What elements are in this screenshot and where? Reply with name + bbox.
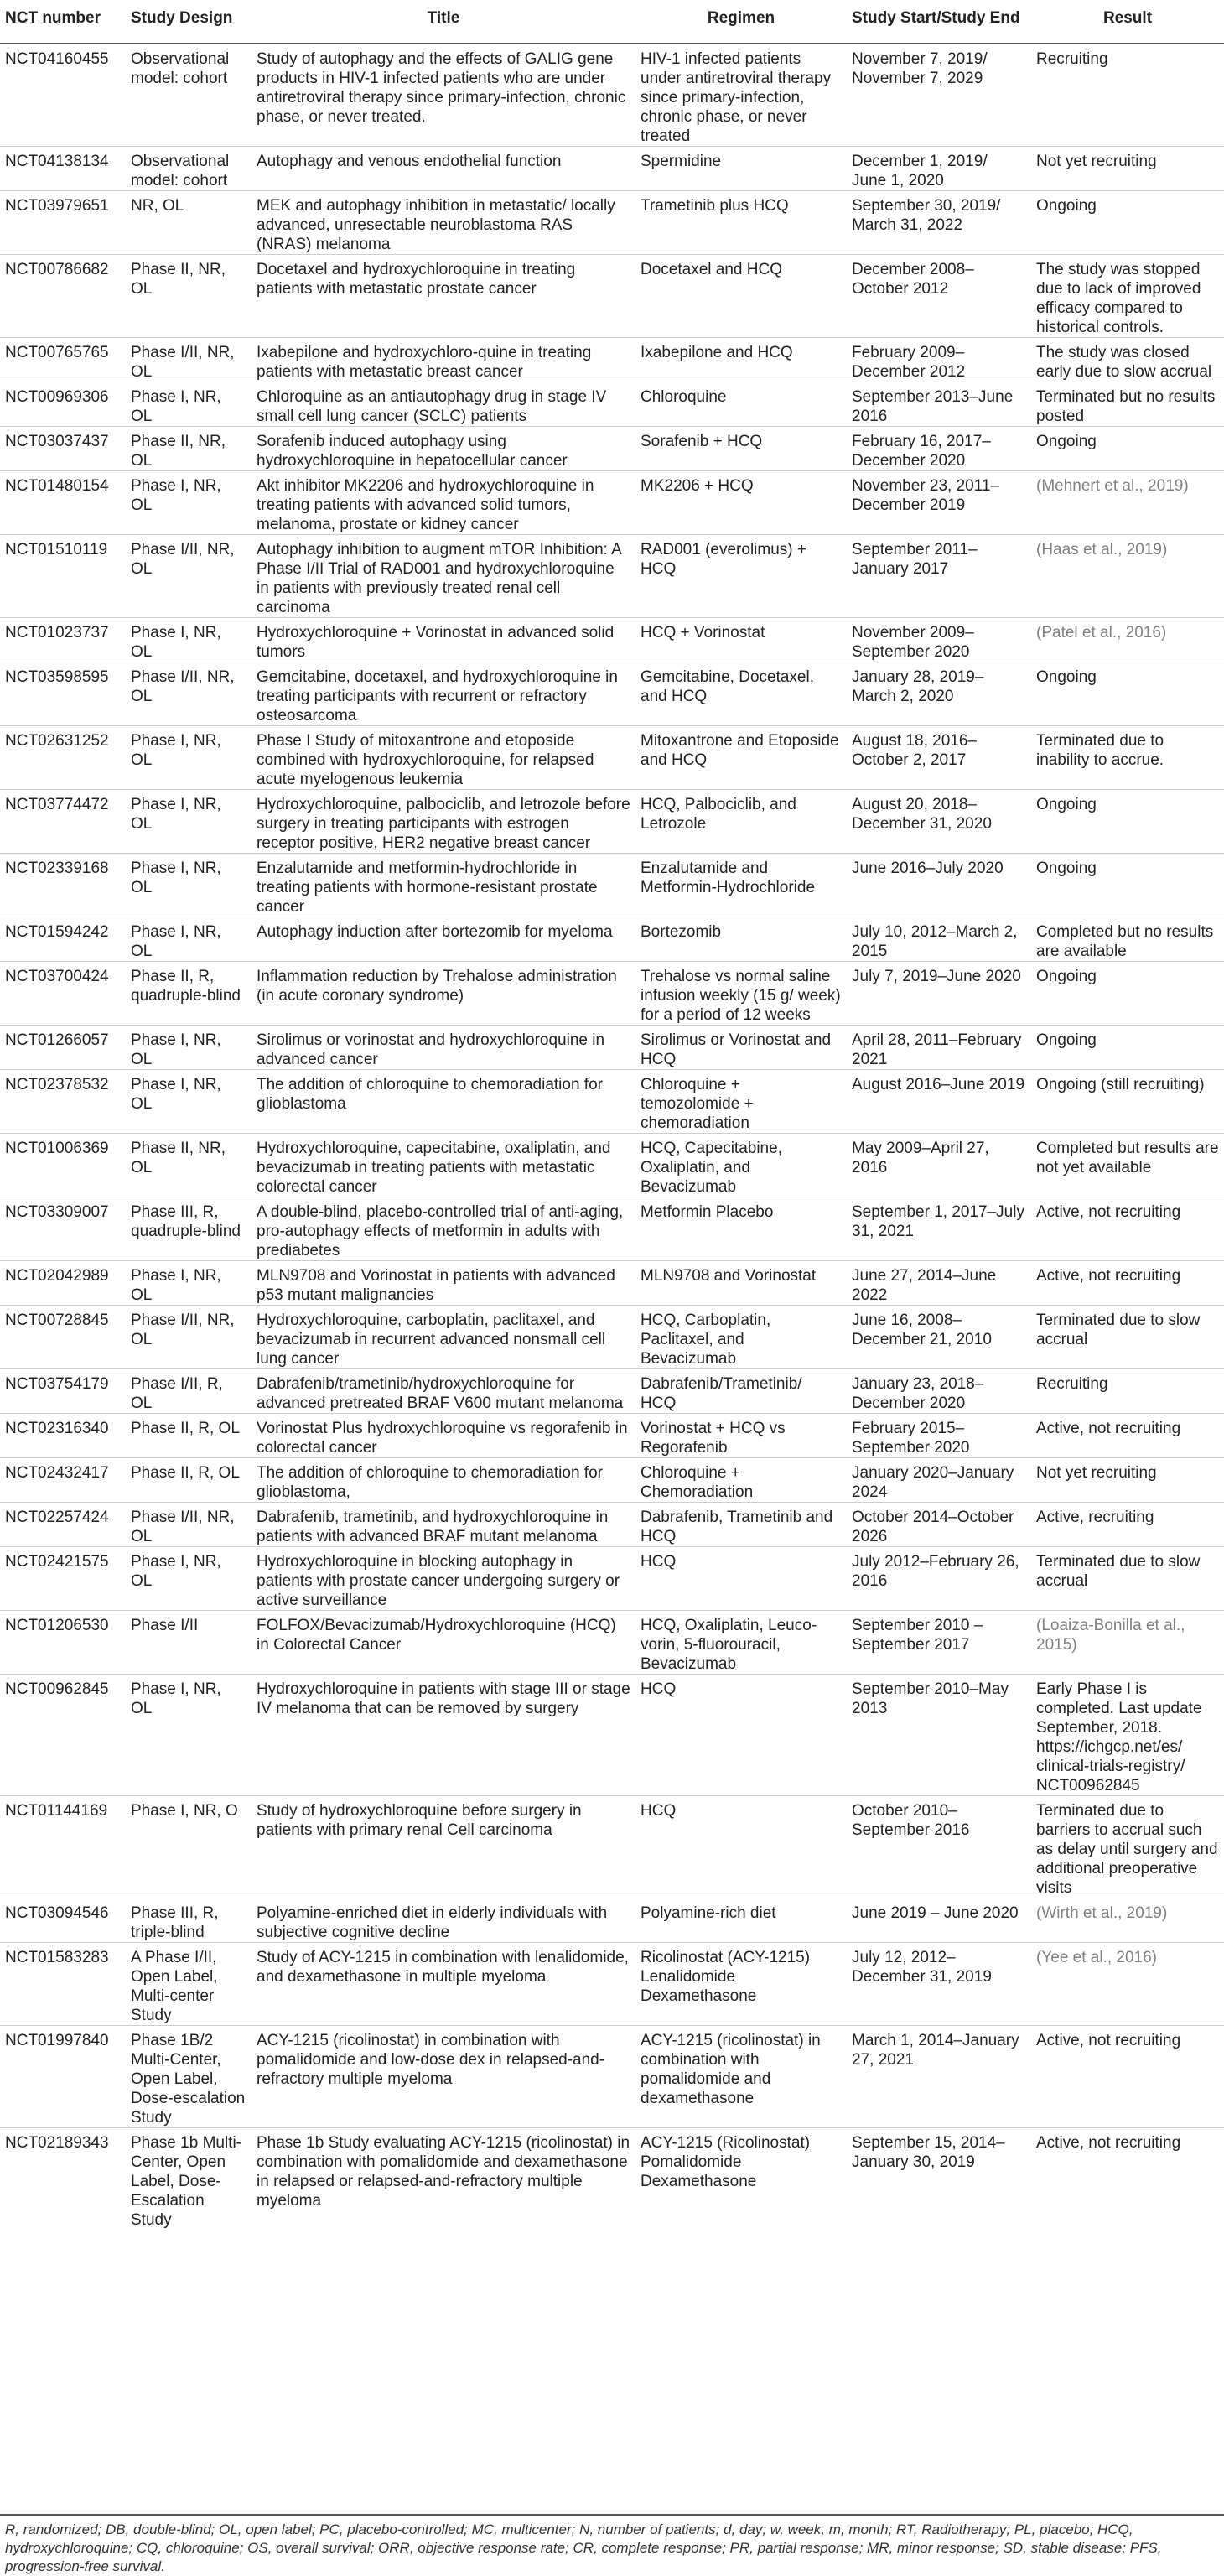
cell-study-dates: April 28, 2011–February 2021 [852,1031,1022,1068]
cell-nct-number: NCT04160455 [5,50,109,68]
cell-study-design: NR, OL [131,197,184,215]
table-row [0,1070,1224,1134]
cell-result: Ongoing [1036,433,1097,450]
cell-study-dates: February 16, 2017–December 2020 [852,433,991,470]
cell-result: The study was stopped due to lack of improved efficacy compared to historical controls. [1036,261,1201,336]
cell-study-dates: August 20, 2018–December 31, 2020 [852,796,992,833]
cell-study-dates: January 28, 2019–March 2, 2020 [852,668,984,705]
table-row [0,44,1224,147]
cell-study-design: Phase I, NR, OL [131,1031,221,1068]
table-row [0,662,1224,726]
cell-study-design: Phase I/II, NR, OL [131,668,235,705]
cell-study-dates: November 7, 2019/ November 7, 2029 [852,50,988,87]
table-row [0,962,1224,1026]
cell-nct-number: NCT03700424 [5,968,109,985]
cell-nct-number: NCT01206530 [5,1617,109,1634]
cell-title: Hydroxychloroquine + Vorinostat in advanced solid tumors [257,624,615,661]
cell-regimen: HCQ, Carboplatin, Paclitaxel, and Bevacizumab [641,1311,771,1368]
cell-study-design: Phase I, NR, OL [131,477,221,514]
cell-study-dates: January 23, 2018–December 2020 [852,1375,984,1412]
cell-regimen: Mitoxantrone and Etoposide and HCQ [641,732,839,769]
cell-regimen: Docetaxel and HCQ [641,261,782,278]
cell-study-design: Phase I, NR, OL [131,1267,221,1304]
cell-study-dates: November 2009–September 2020 [852,624,974,661]
cell-result: Not yet recruiting [1036,1464,1157,1482]
table-row [0,2128,1224,2231]
table-row [0,917,1224,962]
cell-regimen: HCQ + Vorinostat [641,624,765,641]
cell-study-design: Phase I, NR, O [131,1802,238,1820]
cell-regimen: Gemcitabine, Docetaxel, and HCQ [641,668,814,705]
cell-study-design: Phase I/II, NR, OL [131,344,235,381]
cell-nct-number: NCT03094546 [5,1904,109,1922]
cell-study-design: Phase II, R, quadruple-blind [131,968,241,1005]
cell-title: Autophagy induction after bortezomib for myeloma [257,923,613,941]
cell-study-design: Phase III, R, quadruple-blind [131,1203,241,1240]
cell-study-design: A Phase I/II, Open Label, Multi-center Study [131,1949,218,2024]
cell-result: Recruiting [1036,50,1108,68]
cell-regimen: Chloroquine + temozolomide + chemoradiation [641,1076,754,1132]
cell-nct-number: NCT00962845 [5,1680,109,1698]
cell-nct-number: NCT02378532 [5,1076,109,1093]
cell-title: Study of autophagy and the effects of GALIG gene products in HIV-1 infected patients who are under antiretroviral therapy since primary-infection, chronic phase, or never treated. [257,50,626,126]
table-row [0,854,1224,917]
cell-title: The addition of chloroquine to chemoradiation for glioblastoma [257,1076,603,1113]
cell-title: Ixabepilone and hydroxychloro-quine in treating patients with metastatic breast cancer [257,344,592,381]
cell-result: Terminated due to slow accrual [1036,1311,1201,1348]
cell-nct-number: NCT02432417 [5,1464,109,1482]
cell-nct-number: NCT02316340 [5,1420,109,1437]
cell-study-dates: September 15, 2014–January 30, 2019 [852,2134,1005,2171]
cell-nct-number: NCT03598595 [5,668,109,686]
cell-regimen: Sirolimus or Vorinostat and HCQ [641,1031,832,1068]
cell-title: Hydroxychloroquine in blocking autophagy in patients with prostate cancer undergoing surgery or active surveillance [257,1553,620,1609]
cell-title: Enzalutamide and metformin-hydrochloride in treating patients with hormone-resistant prostate cancer [257,860,598,916]
cell-study-design: Phase I, NR, OL [131,732,221,769]
cell-study-dates: September 1, 2017–July 31, 2021 [852,1203,1024,1240]
cell-result: Active, not recruiting [1036,2134,1181,2152]
cell-title: MLN9708 and Vorinostat in patients with advanced p53 mutant malignancies [257,1267,615,1304]
cell-regimen: MLN9708 and Vorinostat [641,1267,817,1285]
cell-study-dates: September 2010–May 2013 [852,1680,1009,1717]
cell-study-dates: September 2010 – September 2017 [852,1617,983,1654]
cell-study-dates: July 10, 2012–March 2, 2015 [852,923,1018,960]
cell-title: ACY-1215 (ricolinostat) in combination with pomalidomide and low-dose dex in relapsed-and-refractory multiple myeloma [257,2032,605,2088]
cell-title: Sorafenib induced autophagy using hydroxychloroquine in hepatocellular cancer [257,433,568,470]
cell-study-dates: October 2014–October 2026 [852,1509,1014,1545]
cell-regimen: Metformin Placebo [641,1203,774,1221]
cell-result: (Yee et al., 2016) [1036,1949,1158,1966]
cell-title: Vorinostat Plus hydroxychloroquine vs regorafenib in colorectal cancer [257,1420,628,1457]
cell-study-design: Phase 1b Multi-Center, Open Label, Dose-Escalation Study [131,2134,242,2229]
table-row [0,147,1224,191]
cell-study-dates: October 2010–September 2016 [852,1802,970,1839]
cell-result: (Wirth et al., 2019) [1036,1904,1168,1922]
table-row [0,535,1224,618]
cell-title: Hydroxychloroquine, palbociclib, and letrozole before surgery in treating participants with estrogen receptor positive, HER2 negative breast cancer [257,796,630,852]
cell-study-design: Phase III, R, triple-blind [131,1904,219,1941]
table-row [0,1503,1224,1547]
cell-nct-number: NCT03754179 [5,1375,109,1393]
table-row [0,1796,1224,1898]
cell-title: Polyamine-enriched diet in elderly individuals with subjective cognitive decline [257,1904,608,1941]
table-row [0,1369,1224,1414]
cell-result: Completed but results are not yet available [1036,1140,1219,1176]
cell-result: Terminated due to inability to accrue. [1036,732,1164,769]
cell-study-dates: June 27, 2014–June 2022 [852,1267,997,1304]
cell-result: Terminated due to barriers to accrual such as delay until surgery and additional preoperative visits [1036,1802,1218,1897]
cell-title: Sirolimus or vorinostat and hydroxychloroquine in advanced cancer [257,1031,605,1068]
cell-study-design: Phase I, NR, OL [131,624,221,661]
cell-title: A double-blind, placebo-controlled trial of anti-aging, pro-autophagy effects of metformin in adults with prediabetes [257,1203,624,1259]
cell-title: Dabrafenib/trametinib/hydroxychloroquine for advanced pretreated BRAF V600 mutant melanoma [257,1375,624,1412]
table-row [0,1306,1224,1369]
cell-study-dates: June 2019 – June 2020 [852,1904,1019,1922]
cell-study-design: Phase I, NR, OL [131,796,221,833]
cell-title: Dabrafenib, trametinib, and hydroxychloroquine in patients with advanced BRAF mutant melanoma [257,1509,609,1545]
cell-title: Phase I Study of mitoxantrone and etoposide combined with hydroxychloroquine, for relapsed acute myelogenous leukemia [257,732,594,788]
table-row [0,1026,1224,1070]
cell-result: Active, not recruiting [1036,1203,1181,1221]
cell-title: Hydroxychloroquine in patients with stage III or stage IV melanoma that can be removed by surgery [257,1680,630,1717]
cell-regimen: Spermidine [641,153,722,170]
table-row [0,1458,1224,1503]
cell-result: Ongoing [1036,1031,1097,1049]
cell-study-design: Phase I/II, NR, OL [131,1311,235,1348]
cell-title: Docetaxel and hydroxychloroquine in treating patients with metastatic prostate cancer [257,261,576,298]
cell-study-design: Phase I, NR, OL [131,1680,221,1717]
cell-nct-number: NCT02631252 [5,732,109,750]
cell-title: Hydroxychloroquine, carboplatin, paclitaxel, and bevacizumab in recurrent advanced nonsmall cell lung cancer [257,1311,606,1368]
cell-nct-number: NCT03037437 [5,433,109,450]
cell-study-dates: February 2015–September 2020 [852,1420,970,1457]
cell-study-dates: November 23, 2011–December 2019 [852,477,1000,514]
cell-result: Active, not recruiting [1036,1267,1181,1285]
table-row [0,1898,1224,1943]
cell-result: Ongoing [1036,860,1097,877]
cell-study-design: Phase II, NR, OL [131,261,226,298]
cell-result: Early Phase I is completed. Last update September, 2018. https://ichgcp.net/es/ clinical-trials-registry/ NCT00962845 [1036,1680,1202,1794]
table-row [0,382,1224,427]
cell-result: Ongoing [1036,796,1097,813]
cell-regimen: ACY-1215 (Ricolinostat) Pomalidomide Dexamethasone [641,2134,811,2190]
cell-title: Hydroxychloroquine, capecitabine, oxaliplatin, and bevacizumab in treating patients with metastatic colorectal cancer [257,1140,611,1196]
cell-title: MEK and autophagy inhibition in metastatic/ locally advanced, unresectable neuroblastoma RAS (NRAS) melanoma [257,197,615,253]
cell-regimen: Sorafenib + HCQ [641,433,763,450]
cell-result: (Haas et al., 2019) [1036,541,1168,558]
cell-study-design: Phase II, NR, OL [131,1140,226,1176]
table-body [0,44,1224,2230]
cell-nct-number: NCT02421575 [5,1553,109,1571]
cell-nct-number: NCT02339168 [5,860,109,877]
cell-study-dates: June 2016–July 2020 [852,860,1004,877]
cell-result: Ongoing [1036,197,1097,215]
cell-nct-number: NCT03774472 [5,796,109,813]
cell-study-design: Phase I, NR, OL [131,388,221,425]
cell-study-design: Phase I, NR, OL [131,1076,221,1113]
cell-study-dates: August 18, 2016–October 2, 2017 [852,732,977,769]
cell-study-dates: May 2009–April 27, 2016 [852,1140,989,1176]
cell-study-design: Phase I/II, R, OL [131,1375,223,1412]
cell-study-design: Phase I/II, NR, OL [131,1509,235,1545]
cell-regimen: Dabrafenib/Trametinib/ HCQ [641,1375,802,1412]
cell-nct-number: NCT00728845 [5,1311,109,1329]
cell-regimen: HCQ, Capecitabine, Oxaliplatin, and Bevacizumab [641,1140,782,1196]
cell-study-dates: September 2011–January 2017 [852,541,978,578]
cell-regimen: ACY-1215 (ricolinostat) in combination with pomalidomide and dexamethasone [641,2032,821,2107]
cell-study-design: Phase 1B/2 Multi-Center, Open Label, Dose-escalation Study [131,2032,246,2127]
cell-result: Ongoing [1036,968,1097,985]
cell-nct-number: NCT01480154 [5,477,109,495]
table-row [0,1197,1224,1261]
cell-nct-number: NCT03979651 [5,197,109,215]
cell-result: Ongoing [1036,668,1097,686]
cell-regimen: Bortezomib [641,923,722,941]
header-nct-number: NCT number [5,9,101,27]
cell-result: (Patel et al., 2016) [1036,624,1167,641]
table-row [0,1675,1224,1796]
cell-study-design: Phase II, NR, OL [131,433,226,470]
cell-nct-number: NCT00765765 [5,344,109,361]
cell-study-design: Phase II, R, OL [131,1420,240,1437]
cell-regimen: HCQ [641,1680,677,1698]
cell-nct-number: NCT00969306 [5,388,109,406]
cell-title: Akt inhibitor MK2206 and hydroxychloroquine in treating patients with advanced solid tumors, melanoma, prostate or kidney cancer [257,477,594,533]
cell-nct-number: NCT02257424 [5,1509,109,1526]
cell-study-dates: July 2012–February 26, 2016 [852,1553,1019,1590]
cell-result: (Mehnert et al., 2019) [1036,477,1189,495]
cell-title: Phase 1b Study evaluating ACY-1215 (ricolinostat) in combination with pomalidomide and dexamethasone in relapsed or relapsed-and-refractory multiple myeloma [257,2134,630,2210]
cell-study-dates: February 2009–December 2012 [852,344,966,381]
cell-nct-number: NCT01006369 [5,1140,109,1157]
cell-regimen: Trehalose vs normal saline infusion weekly (15 g/ week) for a period of 12 weeks [641,968,841,1024]
cell-result: Completed but no results are available [1036,923,1214,960]
cell-study-dates: January 2020–January 2024 [852,1464,1014,1501]
table-header-row [0,0,1224,44]
cell-title: Autophagy inhibition to augment mTOR Inhibition: A Phase I/II Trial of RAD001 and hydroxychloroquine in patients with previously treated renal cell carcinoma [257,541,621,616]
table-row [0,1611,1224,1675]
cell-study-dates: June 16, 2008–December 21, 2010 [852,1311,992,1348]
cell-regimen: Vorinostat + HCQ vs Regorafenib [641,1420,786,1457]
table-row [0,1547,1224,1611]
cell-regimen: Chloroquine [641,388,727,406]
cell-study-dates: March 1, 2014–January 27, 2021 [852,2032,1019,2069]
cell-title: Study of ACY-1215 in combination with lenalidomide, and dexamethasone in multiple myeloma [257,1949,629,1986]
table-row [0,1414,1224,1458]
cell-regimen: HIV-1 infected patients under antiretroviral therapy since primary-infection, chronic phase, or never treated [641,50,832,145]
cell-regimen: HCQ, Palbociclib, and Letrozole [641,796,796,833]
header-result: Result [1102,9,1153,27]
cell-regimen: HCQ, Oxaliplatin, Leuco-vorin, 5-fluorouracil, Bevacizumab [641,1617,817,1673]
cell-nct-number: NCT02042989 [5,1267,109,1285]
cell-study-dates: September 30, 2019/ March 31, 2022 [852,197,1001,234]
cell-title: The addition of chloroquine to chemoradiation for glioblastoma, [257,1464,603,1501]
cell-study-design: Observational model: cohort [131,50,230,87]
header-study-dates: Study Start/Study End [852,9,1020,27]
header-study-design: Study Design [131,9,233,27]
cell-nct-number: NCT03309007 [5,1203,109,1221]
cell-title: Chloroquine as an antiautophagy drug in stage IV small cell lung cancer (SCLC) patients [257,388,607,425]
cell-result: Recruiting [1036,1375,1108,1393]
cell-nct-number: NCT02189343 [5,2134,109,2152]
header-title: Title [427,9,460,27]
cell-result: Not yet recruiting [1036,153,1157,170]
cell-result: Terminated but no results posted [1036,388,1216,425]
cell-study-design: Phase I, NR, OL [131,1553,221,1590]
cell-result: Ongoing (still recruiting) [1036,1076,1205,1093]
cell-nct-number: NCT01594242 [5,923,109,941]
cell-nct-number: NCT04138134 [5,153,109,170]
table-row [0,726,1224,790]
cell-study-dates: September 2013–June 2016 [852,388,1014,425]
cell-result: Active, not recruiting [1036,1420,1181,1437]
cell-study-dates: December 1, 2019/ June 1, 2020 [852,153,988,190]
cell-regimen: MK2206 + HCQ [641,477,754,495]
cell-title: Autophagy and venous endothelial function [257,153,562,170]
cell-nct-number: NCT01144169 [5,1802,108,1820]
header-regimen: Regimen [707,9,775,27]
table-row [0,191,1224,255]
cell-result: Active, recruiting [1036,1509,1154,1526]
cell-nct-number: NCT01583283 [5,1949,109,1966]
table-row [0,338,1224,382]
cell-regimen: RAD001 (everolimus) + HCQ [641,541,806,578]
table-row [0,618,1224,662]
cell-nct-number: NCT01023737 [5,624,109,641]
cell-regimen: Ricolinostat (ACY-1215) Lenalidomide Dexamethasone [641,1949,811,2005]
cell-regimen: Trametinib plus HCQ [641,197,789,215]
cell-regimen: HCQ [641,1553,677,1571]
cell-regimen: Enzalutamide and Metformin-Hydrochloride [641,860,816,896]
cell-regimen: Chloroquine + Chemoradiation [641,1464,754,1501]
cell-regimen: Dabrafenib, Trametinib and HCQ [641,1509,833,1545]
cell-title: Gemcitabine, docetaxel, and hydroxychloroquine in treating participants with recurrent or refractory osteosarcoma [257,668,618,724]
cell-study-design: Phase I/II, NR, OL [131,541,235,578]
table-row [0,427,1224,471]
table-row [0,255,1224,338]
table-row [0,1261,1224,1306]
cell-title: FOLFOX/Bevacizumab/Hydroxychloroquine (HCQ) in Colorectal Cancer [257,1617,616,1654]
cell-nct-number: NCT00786682 [5,261,109,278]
cell-study-dates: December 2008–October 2012 [852,261,974,298]
cell-nct-number: NCT01266057 [5,1031,109,1049]
cell-title: Study of hydroxychloroquine before surgery in patients with primary renal Cell carcinoma [257,1802,582,1839]
cell-title: Inflammation reduction by Trehalose administration (in acute coronary syndrome) [257,968,617,1005]
cell-study-dates: July 12, 2012–December 31, 2019 [852,1949,992,1986]
table-row [0,2026,1224,2128]
cell-regimen: HCQ [641,1802,677,1820]
cell-result: The study was closed early due to slow accrual [1036,344,1212,381]
cell-study-design: Phase I/II [131,1617,199,1634]
cell-result: Active, not recruiting [1036,2032,1181,2049]
cell-regimen: Ixabepilone and HCQ [641,344,793,361]
cell-study-design: Phase I, NR, OL [131,860,221,896]
cell-study-dates: July 7, 2019–June 2020 [852,968,1021,985]
cell-study-design: Phase II, R, OL [131,1464,240,1482]
cell-study-dates: August 2016–June 2019 [852,1076,1025,1093]
cell-result: (Loaiza-Bonilla et al., 2015) [1036,1617,1185,1654]
table-row [0,1943,1224,2026]
table-row [0,1134,1224,1197]
table-row [0,471,1224,535]
cell-result: Terminated due to slow accrual [1036,1553,1201,1590]
cell-nct-number: NCT01510119 [5,541,108,558]
cell-nct-number: NCT01997840 [5,2032,109,2049]
cell-study-design: Phase I, NR, OL [131,923,221,960]
table-footnote: R, randomized; DB, double-blind; OL, open label; PC, placebo-controlled; MC, multicenter; N, number of patients; d, day; w, week, m, month; RT, Radiotherapy; PL, placebo; HCQ, hydroxychloroquine; CQ, chloroquine; OS, overall survival; ORR, objective response rate; CR, complete response; PR, partial response; MR, minor response; SD, stable disease; PFS, progression-free survival. [0,2514,1224,2576]
table-row [0,790,1224,854]
cell-regimen: Polyamine-rich diet [641,1904,776,1922]
cell-study-design: Observational model: cohort [131,153,230,190]
